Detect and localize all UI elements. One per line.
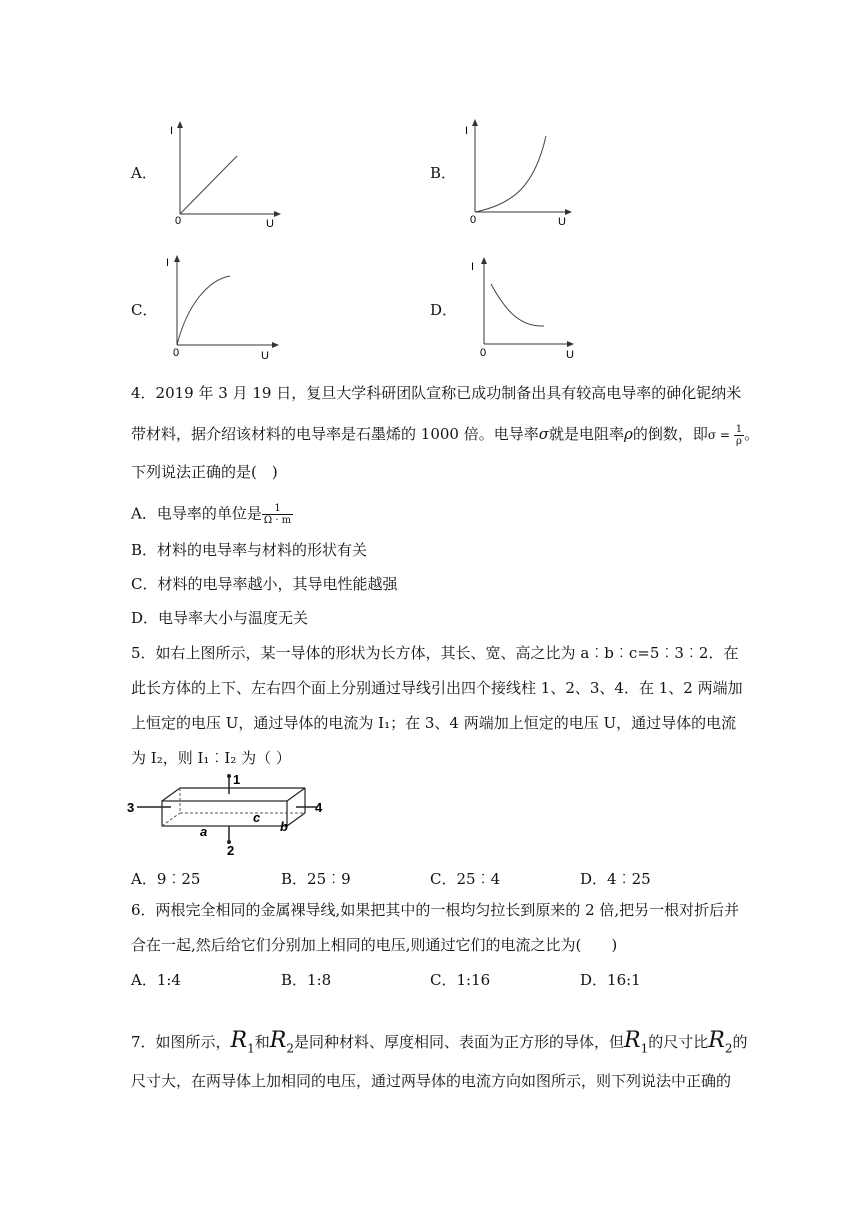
q4-option-b: B．材料的电导率与材料的形状有关 xyxy=(131,541,368,559)
graph-c-ylabel: I xyxy=(166,257,170,269)
graph-a-ylabel: I xyxy=(170,125,174,137)
dimension-b-label: b xyxy=(280,819,288,834)
graph-c-origin: 0 xyxy=(173,347,180,359)
graph-c-curve xyxy=(177,276,230,345)
graph-option-b xyxy=(460,114,580,229)
graph-b-ylabel: I xyxy=(465,125,469,137)
terminal-2-label: 2 xyxy=(227,843,235,858)
graph-option-d xyxy=(466,252,586,364)
graph-option-c xyxy=(163,250,288,362)
r1-symbol: $R_1$ xyxy=(230,1028,255,1056)
q5-line4: 为 I₂，则 I₁︰I₂ 为（ ） xyxy=(131,749,291,767)
unit-fraction: $\frac{1}{\Omega \cdot m}$ xyxy=(263,503,292,526)
sigma-symbol: σ xyxy=(538,425,549,443)
q6-option-c: C．1:16 xyxy=(430,971,491,989)
option-a-label: A． xyxy=(131,164,157,182)
graph-d-curve xyxy=(491,284,544,326)
q4-option-c: C．材料的电导率越小，其导电性能越强 xyxy=(131,575,398,593)
graph-b-curve xyxy=(475,136,546,212)
q5-option-c: C．25︰4 xyxy=(430,870,501,888)
graph-c-xlabel: U xyxy=(261,350,269,362)
rho-symbol: ρ xyxy=(623,425,633,443)
graph-a-xlabel: U xyxy=(266,218,274,230)
q5-line1: 5．如右上图所示，某一导体的形状为长方体，其长、宽、高之比为 a︰b︰c=5︰3︰2．在 xyxy=(131,644,739,662)
q5-option-d: D．4︰25 xyxy=(580,870,651,888)
q4-line1: 4．2019 年 3 月 19 日，复旦大学科研团队宣称已成功制备出具有较高电导率的砷化铌纳米 xyxy=(131,384,742,402)
terminal-1-label: 1 xyxy=(233,772,241,787)
graph-b-origin: 0 xyxy=(470,214,477,226)
q4-line3: 下列说法正确的是( ) xyxy=(131,463,278,481)
q5-option-b: B．25︰9 xyxy=(281,870,351,888)
q5-option-a: A．9︰25 xyxy=(131,870,201,888)
q7-line1: 7．如图所示，$R_1$和$R_2$是同种材料、厚度相同、表面为正方形的导体，但$R_1$的尺寸比$R_2$的 xyxy=(131,1028,748,1056)
option-d-label: D． xyxy=(430,301,458,319)
graph-d-origin: 0 xyxy=(480,347,487,359)
q5-line3: 上恒定的电压 U，通过导体的电流为 I₁；在 3、4 两端加上恒定的电压 U，通过导体的电流 xyxy=(131,714,737,732)
q6-line2: 合在一起,然后给它们分别加上相同的电压,则通过它们的电流之比为( ) xyxy=(131,936,618,954)
r2-symbol-2: $R_2$ xyxy=(708,1028,733,1056)
q5-line2: 此长方体的上下、左右四个面上分别通过导线引出四个接线柱 1、2、3、4．在 1、2 两端加 xyxy=(131,679,743,697)
r2-symbol: $R_2$ xyxy=(269,1028,294,1056)
q6-option-a: A．1:4 xyxy=(131,971,181,989)
q6-option-b: B．1:8 xyxy=(281,971,332,989)
graph-b-xlabel: U xyxy=(558,216,566,228)
graph-d-ylabel: I xyxy=(471,261,475,273)
dimension-a-label: a xyxy=(200,824,208,839)
q4-option-a: A．电导率的单位是 $\frac{1}{\Omega \cdot m}$ xyxy=(131,503,292,526)
terminal-4-label: 4 xyxy=(315,800,323,815)
option-c-label: C． xyxy=(131,301,158,319)
option-b-label: B． xyxy=(430,164,457,182)
q6-option-d: D．16:1 xyxy=(580,971,641,989)
q6-line1: 6．两根完全相同的金属裸导线,如果把其中的一根均匀拉长到原来的 2 倍,把另一根对折后并 xyxy=(131,901,740,919)
r1-symbol-2: $R_1$ xyxy=(624,1028,649,1056)
cuboid-diagram xyxy=(125,770,330,860)
graph-option-a xyxy=(165,118,285,230)
q7-line2: 尺寸大，在两导体上加相同的电压，通过两导体的电流方向如图所示，则下列说法中正确的 xyxy=(131,1072,732,1090)
graph-a-curve xyxy=(180,156,237,214)
graph-a-origin: 0 xyxy=(175,215,182,227)
conductivity-formula: σ = $\frac{1}{\rho}$ xyxy=(707,424,743,447)
q4-line2: 带材料，据介绍该材料的电导率是石墨烯的 1000 倍。电导率σ就是电阻率ρ的倒数，即σ = $\frac{1}{\rho}$ 。 xyxy=(131,424,760,447)
dimension-c-label: c xyxy=(253,810,261,825)
q4-option-d: D．电导率大小与温度无关 xyxy=(131,609,309,627)
terminal-3-label: 3 xyxy=(127,800,135,815)
graph-d-xlabel: U xyxy=(566,349,574,361)
